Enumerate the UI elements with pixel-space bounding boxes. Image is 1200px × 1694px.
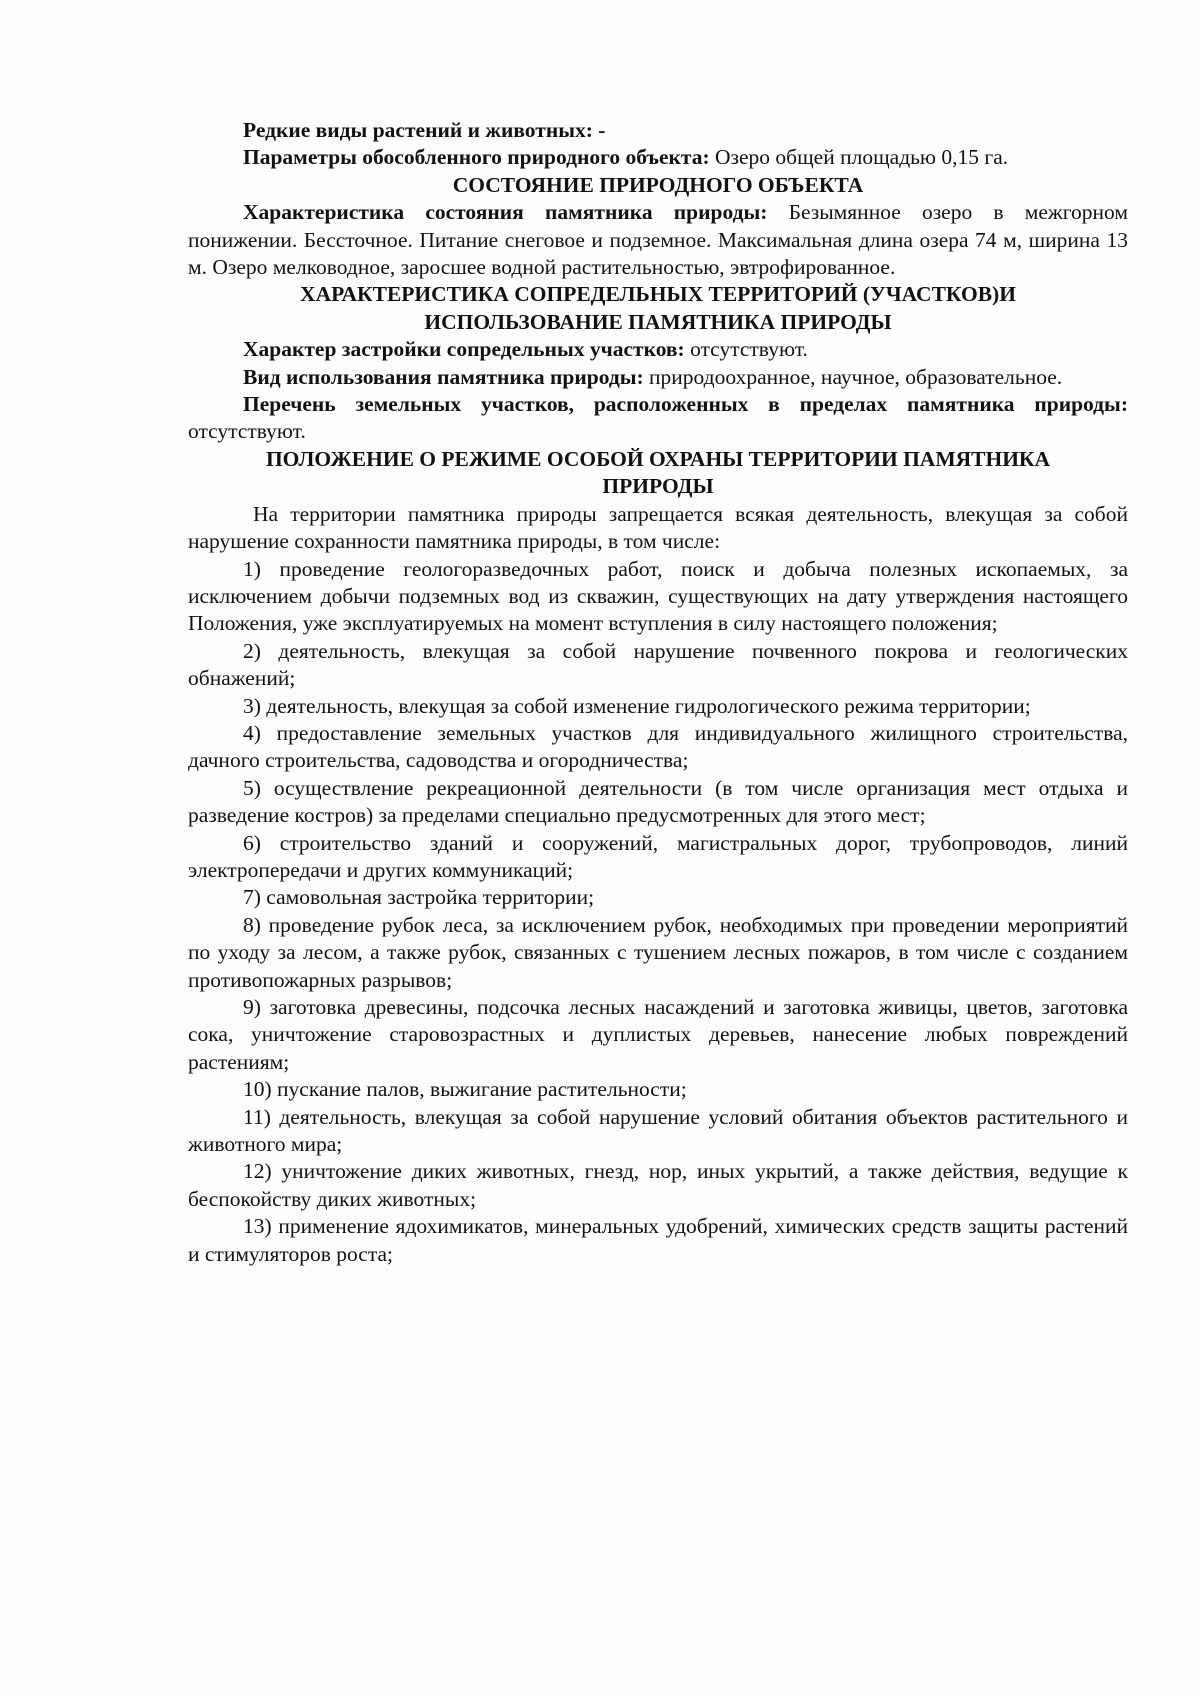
regime-intro: На территории памятника природы запрещается всякая деятельность, влекущая за собой нарушение сохранности памятника природы, в том числе: [188, 501, 1128, 554]
state-paragraph [188, 199, 1128, 281]
building-paragraph [188, 336, 1128, 363]
usage-value: природоохранное, научное, образовательное. [643, 364, 1063, 389]
section-title-state: СОСТОЯНИЕ ПРИРОДНОГО ОБЪЕКТА [452, 172, 864, 197]
list-item: 11) деятельность, влекущая за собой нарушение условий обитания объектов растительного и животного мира; [188, 1104, 1128, 1157]
building-label: Характер застройки сопредельных участков: [243, 337, 685, 362]
list-item: 1) проведение геологоразведочных работ, поиск и добыча полезных ископаемых, за исключением добычи подземных вод из скважин, существующих на дату утверждения настоящего Положения, уже эксплуатируемых на момент вступления в силу настоящего положения; [188, 556, 1128, 636]
section-title-regime-line2: ПРИРОДЫ [602, 474, 714, 499]
object-params-value: Озеро общей площадью 0,15 га. [709, 145, 1009, 170]
section-title-regime-line1: ПОЛОЖЕНИЕ О РЕЖИМЕ ОСОБОЙ ОХРАНЫ ТЕРРИТОРИИ ПАМЯТНИКА [265, 446, 1051, 471]
list-item: 8) проведение рубок леса, за исключением рубок, необходимых при проведении мероприятий по уходу за лесом, а также рубок, связанных с тушением лесных пожаров, в том числе с созданием противопожарных разрывов; [188, 912, 1128, 992]
state-value: Безымянное озеро в межгорном понижении. Бессточное. Питание снеговое и подземное. Максимальная длина озера 74 м, ширина 13 м. Озеро мелководное, заросшее водной растительностью, эвтрофированное. [188, 200, 1128, 280]
usage-paragraph [188, 364, 1128, 391]
list-item: 12) уничтожение диких животных, гнезд, нор, иных укрытий, а также действия, ведущие к беспокойству диких животных; [188, 1159, 1128, 1211]
list-item: 2) деятельность, влекущая за собой нарушение почвенного покрова и геологических обнажений; [188, 638, 1128, 691]
rare-species-label: Редкие виды растений и животных: [243, 118, 593, 142]
plots-label: Перечень земельных участков, расположенных в пределах памятника природы: [243, 392, 1128, 417]
list-item: 7) самовольная застройка территории; [243, 885, 595, 910]
plots-value: отсутствуют. [188, 419, 306, 444]
section-title-adjacent-line2: ИСПОЛЬЗОВАНИЕ ПАМЯТНИКА ПРИРОДЫ [424, 309, 892, 334]
rare-species-value: - [592, 118, 606, 142]
list-item: 6) строительство зданий и сооружений, магистральных дорог, трубопроводов, линий электропередачи и других коммуникаций; [188, 830, 1128, 882]
document-body [188, 117, 1128, 1268]
list-item: 10) пускание палов, выжигание растительности; [243, 1077, 687, 1102]
object-params-line [188, 144, 1128, 171]
rare-species-line [188, 117, 1128, 144]
section-title-adjacent-line1: ХАРАКТЕРИСТИКА СОПРЕДЕЛЬНЫХ ТЕРРИТОРИЙ (УЧАСТКОВ)И [300, 282, 1016, 307]
section-title-adjacent [188, 281, 1128, 336]
usage-label: Вид использования памятника природы: [243, 364, 644, 389]
plots-paragraph [188, 391, 1128, 446]
state-label: Характеристика состояния памятника природы: [243, 200, 768, 225]
list-item: 3) деятельность, влекущая за собой изменение гидрологического режима территории; [243, 693, 1031, 718]
list-item: 5) осуществление рекреационной деятельности (в том числе организация мест отдыха и разведение костров) за пределами специально предусмотренных для этого мест; [188, 775, 1128, 828]
object-params-label: Параметры обособленного природного объекта: [243, 145, 710, 170]
list-item: 9) заготовка древесины, подсочка лесных насаждений и заготовка живицы, цветов, заготовка сока, уничтожение старовозрастных и дуплистых деревьев, нанесение любых повреждений растениям; [188, 995, 1128, 1074]
section-title-regime [188, 446, 1128, 501]
list-item: 4) предоставление земельных участков для индивидуального жилищного строительства, дачного строительства, садоводства и огородничества; [188, 720, 1128, 773]
list-item: 13) применение ядохимикатов, минеральных удобрений, химических средств защиты растений и стимуляторов роста; [188, 1214, 1128, 1266]
building-value: отсутствуют. [684, 337, 808, 362]
